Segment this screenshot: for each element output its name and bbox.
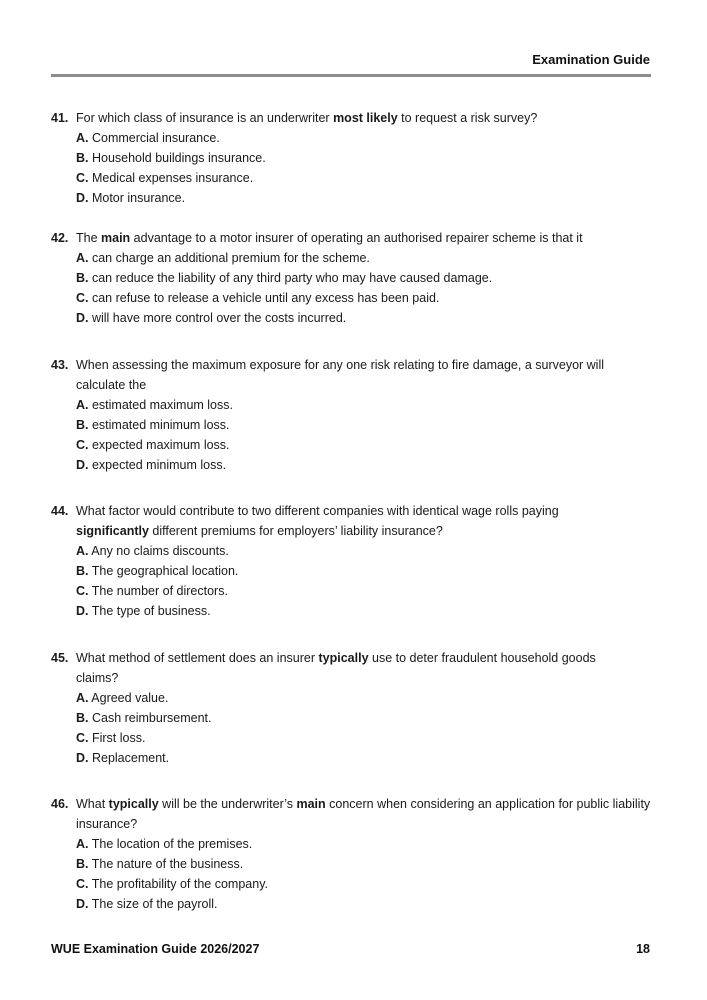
question-46 bbox=[51, 794, 651, 914]
option-d: D. Motor insurance. bbox=[76, 191, 186, 205]
option-a: A. Commercial insurance. bbox=[76, 131, 220, 145]
option-a: A. Any no claims discounts. bbox=[76, 544, 229, 558]
option-a: A. Agreed value. bbox=[76, 691, 169, 705]
option-c: C. Medical expenses insurance. bbox=[76, 171, 254, 185]
question-stem: What factor would contribute to two different companies with identical wage rolls paying significantly different premiums for employers’ liability insurance? bbox=[76, 504, 559, 538]
answer-options bbox=[76, 541, 571, 621]
question-number: 43. bbox=[51, 358, 69, 372]
question-stem: When assessing the maximum exposure for any one risk relating to fire damage, a surveyor will calculate the bbox=[76, 358, 605, 392]
header-divider bbox=[51, 74, 651, 77]
option-b: B. can reduce the liability of any third party who may have caused damage. bbox=[76, 271, 493, 285]
question-number: 45. bbox=[51, 651, 69, 665]
page-number: 18 bbox=[636, 942, 650, 956]
answer-options bbox=[76, 395, 641, 475]
question-number: 44. bbox=[51, 504, 69, 518]
footer-title: WUE Examination Guide 2026/2027 bbox=[51, 942, 260, 956]
option-b: B. The nature of the business. bbox=[76, 857, 244, 871]
option-c: C. First loss. bbox=[76, 731, 146, 745]
answer-options bbox=[76, 834, 651, 914]
answer-options bbox=[76, 688, 641, 768]
answer-options bbox=[76, 128, 591, 208]
question-number: 41. bbox=[51, 111, 69, 125]
option-c: C. The profitability of the company. bbox=[76, 877, 268, 891]
option-d: D. The type of business. bbox=[76, 604, 211, 618]
question-stem: The main advantage to a motor insurer of operating an authorised repairer scheme is that it bbox=[76, 231, 583, 245]
option-a: A. The location of the premises. bbox=[76, 837, 253, 851]
running-header-title: Examination Guide bbox=[532, 52, 650, 67]
option-d: D. will have more control over the costs incurred. bbox=[76, 311, 347, 325]
question-41 bbox=[51, 108, 591, 208]
question-42 bbox=[51, 228, 651, 328]
option-b: B. The geographical location. bbox=[76, 564, 239, 578]
option-c: C. expected maximum loss. bbox=[76, 438, 230, 452]
answer-options bbox=[76, 248, 651, 328]
option-d: D. Replacement. bbox=[76, 751, 170, 765]
option-c: C. The number of directors. bbox=[76, 584, 228, 598]
option-b: B. Household buildings insurance. bbox=[76, 151, 266, 165]
question-number: 42. bbox=[51, 231, 69, 245]
option-a: A. can charge an additional premium for the scheme. bbox=[76, 251, 370, 265]
question-43 bbox=[51, 355, 641, 475]
question-stem: For which class of insurance is an underwriter most likely to request a risk survey? bbox=[76, 111, 538, 125]
question-stem: What typically will be the underwriter’s main concern when considering an application for public liability insurance? bbox=[76, 797, 651, 831]
option-b: B. estimated minimum loss. bbox=[76, 418, 230, 432]
question-45 bbox=[51, 648, 641, 768]
question-44 bbox=[51, 501, 571, 621]
option-b: B. Cash reimbursement. bbox=[76, 711, 212, 725]
option-a: A. estimated maximum loss. bbox=[76, 398, 233, 412]
question-number: 46. bbox=[51, 797, 69, 811]
question-stem: What method of settlement does an insurer typically use to deter fraudulent household goods claims? bbox=[76, 651, 596, 685]
option-d: D. The size of the payroll. bbox=[76, 897, 218, 911]
option-d: D. expected minimum loss. bbox=[76, 458, 227, 472]
option-c: C. can refuse to release a vehicle until any excess has been paid. bbox=[76, 291, 440, 305]
